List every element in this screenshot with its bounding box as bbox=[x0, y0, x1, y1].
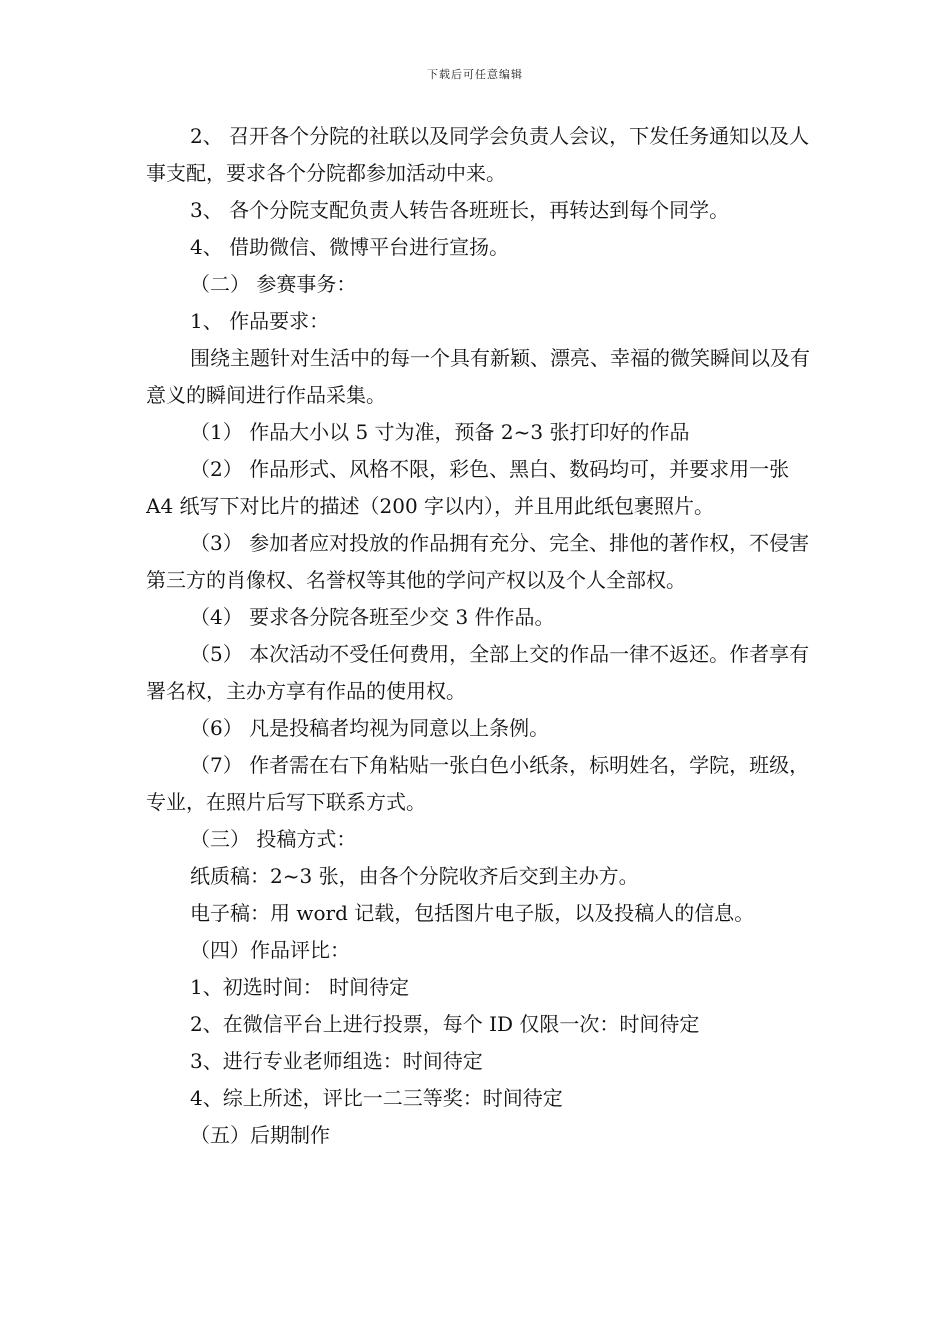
requirement-item-7: （7） 作者需在右下角粘贴一张白色小纸条，标明姓名，学院，班级，专业，在照片后写下联系方式。 bbox=[146, 753, 810, 814]
requirement-item-3: （3） 参加者应对投放的作品拥有充分、完全、排他的著作权，不侵害第三方的肖像权、名誉权等其他的学问产权以及个人全部权。 bbox=[146, 531, 810, 592]
page-header: 下载后可任意编辑 bbox=[427, 68, 523, 81]
judging-step-2: 2、在微信平台上进行投票，每个 ID 仅限一次：时间待定 bbox=[190, 1012, 700, 1036]
judging-step-1: 1、初选时间： 时间待定 bbox=[190, 975, 410, 999]
judging-step-4: 4、综上所述，评比一二三等奖：时间待定 bbox=[190, 1086, 563, 1110]
paragraph-meeting: 2、 召开各个分院的社联以及同学会负责人会议，下发任务通知以及人事支配，要求各个分院都参加活动中来。 bbox=[146, 124, 810, 185]
section-heading-submission: （三） 投稿方式： bbox=[190, 827, 357, 851]
paragraph-paper-submission: 纸质稿：2~3 张，由各个分院收齐后交到主办方。 bbox=[190, 864, 639, 888]
paragraph-electronic-submission: 电子稿：用 word 记载，包括图片电子版，以及投稿人的信息。 bbox=[190, 901, 755, 925]
requirement-item-2: （2） 作品形式、风格不限，彩色、黑白、数码均可，并要求用一张 A4 纸写下对比片的描述（200 字以内），并且用此纸包裹照片。 bbox=[146, 457, 790, 518]
paragraph-theme: 围绕主题针对生活中的每一个具有新颖、漂亮、幸福的微笑瞬间以及有意义的瞬间进行作品采集。 bbox=[146, 346, 810, 407]
paragraph-promotion: 4、 借助微信、微博平台进行宣扬。 bbox=[190, 235, 510, 259]
judging-step-3: 3、进行专业老师组选：时间待定 bbox=[190, 1049, 483, 1073]
requirement-item-4: （4） 要求各分院各班至少交 3 件作品。 bbox=[190, 605, 555, 629]
requirement-item-6: （6） 凡是投稿者均视为同意以上条例。 bbox=[190, 716, 550, 740]
section-heading-judging: （四）作品评比： bbox=[190, 938, 350, 962]
section-heading-entry-matters: （二） 参赛事务： bbox=[190, 272, 357, 296]
requirement-item-5: （5） 本次活动不受任何费用，全部上交的作品一律不返还。作者享有署名权，主办方享有作品的使用权。 bbox=[146, 642, 810, 703]
paragraph-relay: 3、 各个分院支配负责人转告各班班长，再转达到每个同学。 bbox=[190, 198, 730, 222]
document-body bbox=[146, 118, 810, 1154]
subheading-work-requirements: 1、 作品要求： bbox=[190, 309, 330, 333]
section-heading-post-production: （五）后期制作 bbox=[190, 1123, 330, 1147]
requirement-item-1: （1） 作品大小以 5 寸为准，预备 2~3 张打印好的作品 bbox=[190, 420, 690, 444]
